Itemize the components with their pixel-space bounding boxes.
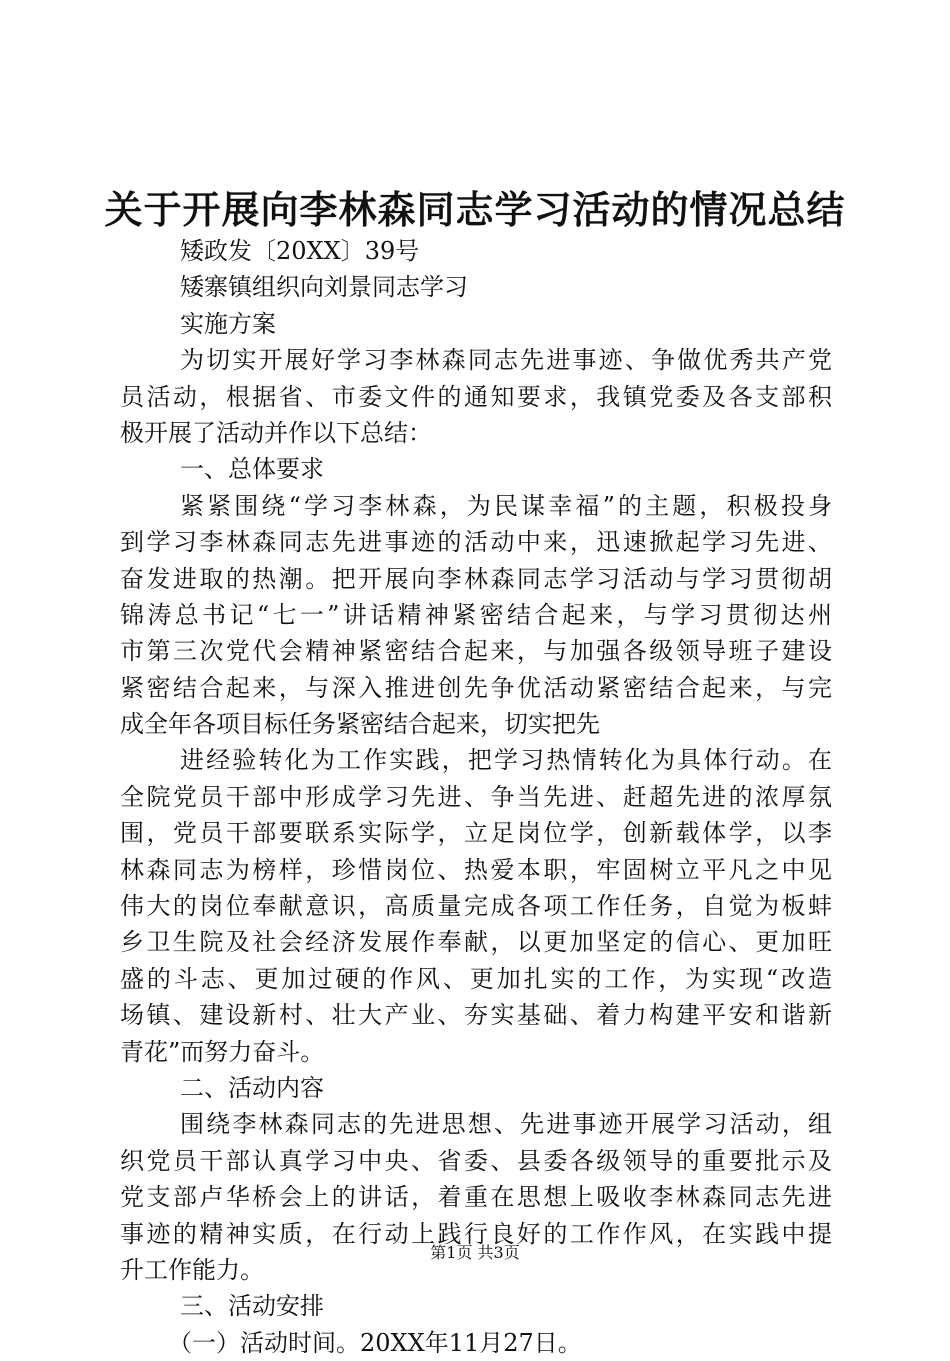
page-footer: 第1页 共3页 — [430, 1243, 520, 1262]
paragraph-line: 到学习李林森同志先进事迹的活动中来，迅速掀起学习先进、 — [120, 528, 832, 557]
plan-heading-line: 矮寨镇组织向刘景同志学习 — [180, 273, 468, 302]
paragraph-line: 乡卫生院及社会经济发展作奉献，以更加坚定的信心、更加旺 — [120, 928, 832, 957]
paragraph-line: 市第三次党代会精神紧密结合起来，与加强各级领导班子建设 — [120, 637, 832, 666]
paragraph-line: 锦涛总书记“七一”讲话精神紧密结合起来，与学习贯彻达州 — [120, 600, 832, 629]
paragraph-line: 场镇、建设新村、壮大产业、夯实基础、着力构建平安和谐新 — [120, 1001, 832, 1030]
paragraph-line: 林森同志为榜样，珍惜岗位、热爱本职，牢固树立平凡之中见 — [120, 855, 832, 884]
paragraph-line: 织党员干部认真学习中央、省委、县委各级领导的重要批示及 — [120, 1146, 832, 1175]
paragraph-line: 紧紧围绕“学习李林森，为民谋幸福”的主题，积极投身 — [180, 491, 832, 520]
paragraph-line: 员活动，根据省、市委文件的通知要求，我镇党委及各支部积 — [120, 382, 832, 411]
paragraph-line: 党支部卢华桥会上的讲话，着重在思想上吸收李林森同志先进 — [120, 1183, 832, 1212]
paragraph-line: 奋发进取的热潮。把开展向李林森同志学习活动与学习贯彻胡 — [120, 564, 832, 593]
document-number: 矮政发〔20XX〕39号 — [180, 237, 420, 265]
paragraph-line: 青花”而努力奋斗。 — [120, 1037, 325, 1066]
paragraph-line: 盛的斗志、更加过硬的作风、更加扎实的工作，为实现“改造 — [120, 964, 832, 993]
schedule-item: （一）活动时间。20XX年11月27日。 — [168, 1328, 582, 1357]
paragraph-line: 事迹的精神实质，在行动上践行良好的工作作风，在实践中提 — [120, 1219, 832, 1248]
paragraph-line: 围绕李林森同志的先进思想、先进事迹开展学习活动，组 — [180, 1110, 832, 1139]
paragraph-line: 全院党员干部中形成学习先进、争当先进、赶超先进的浓厚氛 — [120, 782, 832, 811]
section-heading: 二、活动内容 — [180, 1073, 324, 1102]
paragraph-line: 进经验转化为工作实践，把学习热情转化为具体行动。在 — [180, 746, 832, 775]
paragraph-line: 为切实开展好学习李林森同志先进事迹、争做优秀共产党 — [180, 346, 832, 375]
paragraph-line: 紧密结合起来，与深入推进创先争优活动紧密结合起来，与完 — [120, 673, 832, 702]
paragraph-line: 升工作能力。 — [120, 1255, 264, 1284]
paragraph-line: 成全年各项目标任务紧密结合起来，切实把先 — [120, 710, 600, 739]
paragraph-line: 围，党员干部要联系实际学，立足岗位学，创新载体学，以李 — [120, 819, 832, 848]
plan-heading-line: 实施方案 — [180, 309, 276, 338]
document-body — [120, 233, 832, 1361]
paragraph-line: 伟大的岗位奉献意识，高质量完成各项工作任务，自觉为板蚌 — [120, 892, 832, 921]
section-heading: 三、活动安排 — [180, 1292, 324, 1321]
paragraph-line: 极开展了活动并作以下总结： — [120, 418, 432, 447]
section-heading: 一、总体要求 — [180, 455, 324, 484]
document-title: 关于开展向李林森同志学习活动的情况总结 — [104, 188, 846, 232]
